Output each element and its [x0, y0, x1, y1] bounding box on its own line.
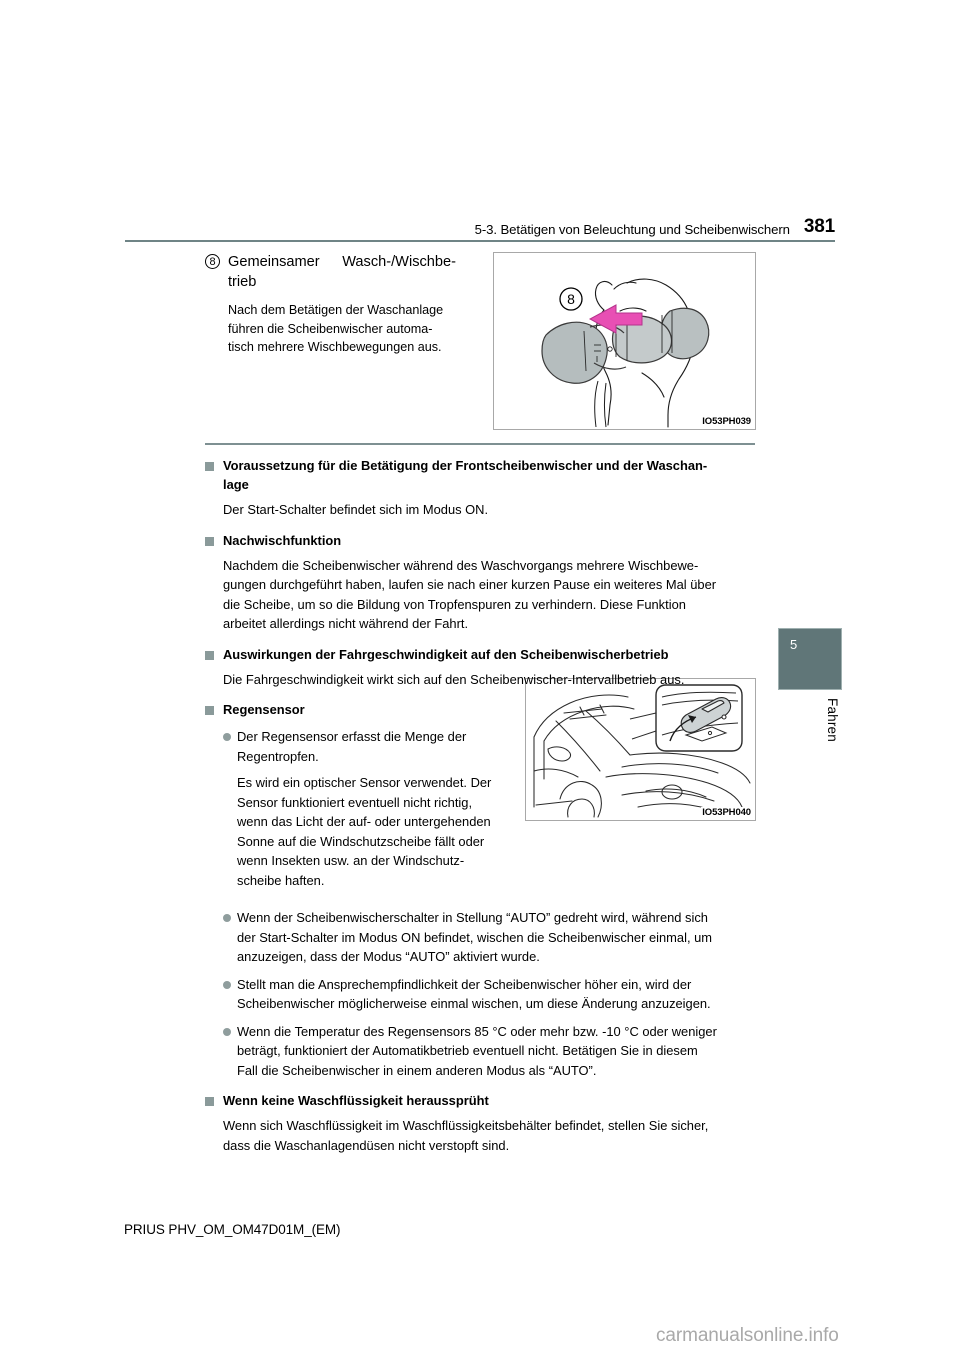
section-rule: [205, 443, 755, 445]
item-number-circle: 8: [205, 254, 220, 269]
header-rule: [125, 240, 835, 242]
paragraph-waschfluessigkeit: [205, 1116, 757, 1155]
section-heading-waschfluessigkeit: [205, 1091, 757, 1110]
paragraph-fahrgeschwindigkeit: [205, 670, 757, 690]
paragraph-line1: Nachdem die Scheibenwischer während des Waschvorgangs mehrere Wischbewe-: [223, 557, 699, 573]
item-8-block: [205, 252, 473, 357]
chapter-tab: [778, 628, 842, 690]
item-8-title-line2: trieb: [228, 274, 257, 290]
paragraph-line2: gungen durchgeführt haben, laufen sie nach einer kurzen Pause ein weiteres Mal über: [223, 577, 717, 592]
paragraph-line4: arbeitet allerdings nicht während der Fahrt.: [223, 616, 469, 631]
section-heading-line1: Auswirkungen der Fahrgeschwindigkeit auf den Scheibenwischerbetrieb: [223, 646, 669, 662]
bullet-ansprechempfindlichkeit: [205, 975, 757, 1014]
sub-line5: wenn Insekten usw. an der Windschutz-: [237, 853, 465, 868]
running-head: [125, 212, 835, 236]
bullet-temperatur: [205, 1022, 757, 1081]
item-8-heading: [205, 252, 473, 292]
illustration-code-2: IO53PH040: [702, 807, 751, 818]
bullet-line2: der Start-Schalter im Modus ON befindet, wischen die Scheibenwischer einmal, um: [237, 929, 713, 945]
item-8-body-line2: führen die Scheibenwischer automa-: [228, 321, 433, 336]
paragraph-text: Der Start-Schalter befindet sich im Modus ON.: [223, 502, 489, 517]
item-8-title-line1: Gemeinsamer Wasch-/Wischbe-: [228, 254, 456, 270]
section-heading-line1: Voraussetzung für die Betätigung der Frontscheibenwischer und der Waschan-: [223, 458, 708, 473]
paragraph-nachwischfunktion: [205, 556, 757, 634]
illustration-wiper-stalk: [493, 252, 756, 430]
watermark: carmanualsonline.info: [656, 1325, 839, 1346]
bullet-line1: Wenn die Temperatur des Regensensors 85 °C oder mehr bzw. -10 °C oder weniger: [237, 1023, 717, 1039]
paragraph-line3: die Scheibe, um so die Bildung von Tropfenspuren zu verhindern. Diese Funktion: [223, 596, 686, 612]
sub-line2: Sensor funktioniert eventuell nicht richtig,: [237, 794, 473, 810]
running-head-title: 5-3. Betätigen von Beleuchtung und Scheibenwischern: [474, 221, 790, 237]
sub-line4: Sonne auf die Windschutzscheibe fällt oder: [237, 833, 485, 849]
section-heading-regensensor: [205, 700, 757, 719]
paragraph-line2: dass die Waschanlagendüsen nicht verstopft sind.: [223, 1137, 510, 1153]
section-heading-line2: lage: [223, 477, 249, 492]
bullet-line2: Regentropfen.: [237, 748, 319, 764]
footer-document-code: PRIUS PHV_OM_OM47D01M_(EM): [124, 1222, 341, 1237]
callout-8: [560, 288, 582, 310]
section-heading-line1: Nachwischfunktion: [223, 532, 342, 548]
svg-text:8: 8: [567, 291, 575, 307]
illustration-code-1: IO53PH039: [702, 416, 751, 427]
section-heading-nachwischfunktion: [205, 531, 757, 550]
item-8-body-line3: tisch mehrere Wischbewegungen aus.: [228, 340, 442, 354]
chapter-tab-number: 5: [790, 637, 798, 652]
section-heading-line1: Regensensor: [223, 702, 305, 717]
bullet-auto-stellung: [205, 908, 757, 967]
wiper-stalk-drawing: [494, 253, 755, 429]
bullet-line1: Stellt man die Ansprechempfindlichkeit der Scheibenwischer höher ein, wird der: [237, 976, 692, 992]
section-heading-auswirkungen: [205, 645, 757, 664]
bullet-line3: Fall die Scheibenwischer in einem anderen Modus als “AUTO”.: [237, 1062, 597, 1078]
bullet-line2: Scheibenwischer möglicherweise einmal wischen, um diese Änderung anzuzeigen.: [237, 996, 711, 1011]
sub-line3: wenn das Licht der auf- oder untergehenden: [237, 814, 491, 829]
paragraph-start-schalter: [205, 500, 757, 520]
body-content: [205, 456, 757, 1155]
item-8-body-line1: Nach dem Betätigen der Waschanlage: [228, 303, 444, 317]
bullet-regensensor-menge: [205, 727, 547, 766]
paragraph-line1: Wenn sich Waschflüssigkeit im Waschflüssigkeitsbehälter befindet, stellen Sie sicher,: [223, 1118, 709, 1133]
bullet-line1: Wenn der Scheibenwischerschalter in Stellung “AUTO” gedreht wird, während sich: [237, 910, 708, 925]
bullet-line2: beträgt, funktioniert der Automatikbetrieb eventuell nicht. Betätigen Sie in diesem: [237, 1043, 698, 1058]
section-heading-voraussetzung: [205, 456, 757, 494]
item-8-title: [228, 252, 456, 292]
bullet-line3: anzuzeigen, dass der Modus “AUTO” aktiviert wurde.: [237, 949, 540, 964]
paragraph-text: Die Fahrgeschwindigkeit wirkt sich auf den Scheibenwischer-Intervallbetrieb aus.: [223, 671, 685, 687]
subparagraph-optischer-sensor: [205, 773, 547, 890]
sub-line6: scheibe haften.: [237, 872, 325, 888]
sub-line1: Es wird ein optischer Sensor verwendet. Der: [237, 775, 492, 790]
page-number: 381: [803, 216, 835, 237]
item-8-body: [228, 301, 456, 357]
bullet-line1: Der Regensensor erfasst die Menge der: [237, 729, 467, 744]
section-heading-line1: Wenn keine Waschflüssigkeit heraussprüht: [223, 1093, 489, 1108]
chapter-tab-label: Fahren: [825, 698, 840, 742]
